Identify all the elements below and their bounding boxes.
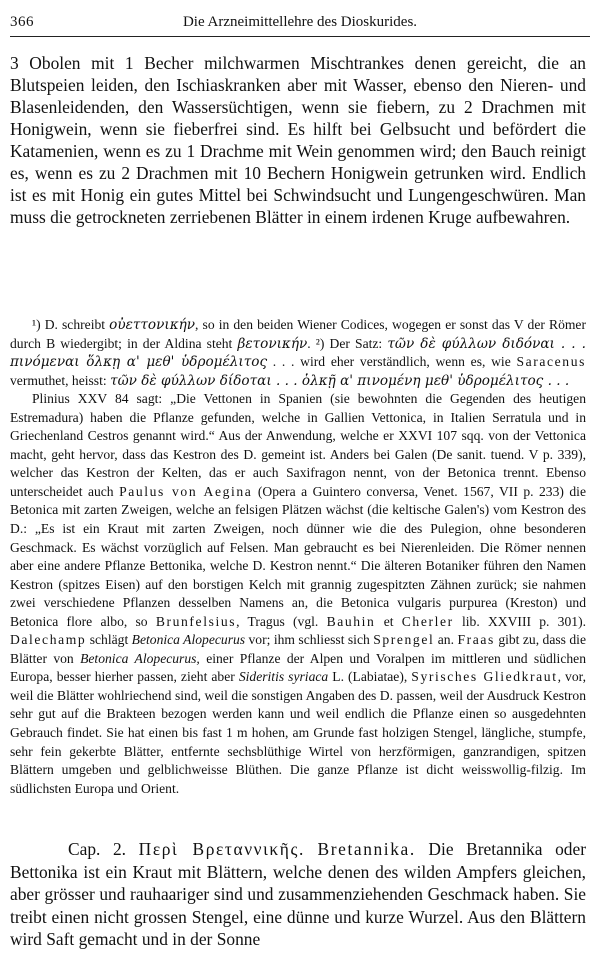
plant-name-3: Sideritis syriaca	[238, 669, 329, 685]
fn1-text-a: ¹) D. schreibt	[32, 317, 110, 332]
fn2-text-9: gibt zu, dass die Blätter von	[10, 632, 586, 666]
footnotes	[10, 316, 586, 798]
running-title: Die Arzneimittellehre des Dioskurides.	[182, 14, 418, 30]
fn2-text-8: an.	[434, 632, 458, 648]
author-dalechamp: Dalechamp	[10, 632, 87, 648]
chapter-2-paragraph	[10, 838, 586, 951]
plant-common-name: Syrisches Gliedkraut	[411, 669, 558, 685]
greek-phrase-1: τῶν δὲ φύλλων διδόναι . . . πινόμεναι ὅλκῃ α' μεθ' ὑδρομέλιτος	[10, 335, 586, 371]
fn2-text-2: (Opera a Guintero conversa, Venet. 1567, VII p. 233) die Betonica mit zarten Zweigen, welche an felsigen Plätzen wächst (die keltische Galen's) vom Kestron des D.: „Es ist ein Kraut mit zarten Zweigen, noch dünner wie die des Pulegion, ohne besonderen Geschmack. Es wächst vorzüglich auf Felsen. Man gebraucht es bei Nierenleiden. Die Römer nennen aber eine andere Pflanze Bettonika, welche D. Kestron nennt.“ Die älteren Botaniker führen den Namen Kestron (spitzes Eisen) auf den borstigen Kelch mit grannig zugespitzten Zähnen zurück; sie nahmen zwei verschiedene Pflanzen desselben Namens an, die Betonica vulgaris purpurea (Kreston) und Betonica flore albo, so	[10, 483, 586, 629]
fn2-text-6: schlägt	[86, 632, 132, 648]
fn1-text-e: vermuthet, heisst:	[10, 372, 111, 388]
author-sprengel: Sprengel	[373, 632, 435, 648]
chapter-text: Die Bretannika oder Bettonika ist ein Kraut mit Blättern, welche denen des wilden Ampfers gleichen, aber grösser und rauhaariger sind und zusammenziehenden Geschmack haben. Sie treibt einen nicht grossen Stengel, eine dünne und kurze Wurzel. Aus den Blättern wird Saft gemacht und in der Sonne	[10, 839, 586, 950]
author-bauhin: Bauhin	[326, 613, 376, 629]
plant-name-1: Betonica Alopecurus	[131, 632, 246, 648]
footnote-2	[10, 390, 586, 798]
fn1-text-c: . ²) Der Satz:	[307, 335, 388, 351]
fn1-text-b: , so in den beiden Wiener Codices, wogegen er sonst das V der Römer durch B wiedergibt; in der Aldina steht	[10, 317, 586, 351]
fn2-text-7: vor; ihm schliesst sich	[245, 632, 374, 648]
author-brunfelsius: Brunfelsius	[155, 613, 237, 629]
chapter-greek-title: Περὶ Βρεταννικῆς.	[138, 839, 305, 859]
fn1-text-d: . . . wird eher verständlich, wenn es, wie	[267, 354, 517, 370]
page-number: 366	[10, 14, 34, 30]
author-cherler: Cherler	[401, 613, 454, 629]
chapter-label: Cap. 2.	[68, 839, 139, 859]
page-header	[10, 14, 590, 37]
greek-word-vettoniken: οὐεττονικήν	[109, 317, 196, 333]
chapter-title: Bretannika.	[317, 839, 416, 859]
fn2-text-12: , vor, weil die Blätter wohlriechend sind, weil die sonstigen Angaben des D. passen, weil der Ausdruck Kestron sehr gut auf die Brakteen bezogen werden kann und weil endlich die Pflanze einen so ausgedehnten Gebrauch findet. Sie hat einen bis fast 1 m hohen, am Grunde fast holzigen Stengel, längliche, stumpfe, sehr fein gekerbte Blätter, entfernte sechsblüthige Wirtel von herzförmigen, ganzrandigen, spitzen Blättern umgeben und gelblichweisse Blüthen. Die ganze Pflanze ist dicht weisswollig-filzig. Im südlichsten Europa und Orient.	[10, 669, 586, 796]
author-fraas: Fraas	[457, 632, 495, 648]
greek-word-betoniken: βετονικήν	[237, 335, 308, 352]
greek-phrase-2: τῶν δὲ φύλλων δίδοται . . . ὁλκῇ α' πινομένη μεθ' ὑδρομέλιτος . . .	[110, 372, 570, 389]
author-saracenus: Saracenus	[516, 354, 586, 370]
fn2-text-10: einer Pflanze der Alpen und Voralpen im mittleren und südlichen Europa, besser hierher passen, zieht aber	[10, 650, 586, 685]
fn2-text-4: et	[375, 613, 402, 629]
footnote-1	[10, 316, 586, 390]
fn2-text-3: , Tragus (vgl.	[236, 613, 327, 629]
main-paragraph: 3 Obolen mit 1 Becher milchwarmen Mischtrankes denen gereicht, die an Blutspeien leiden, den Ischiaskranken aber mit Wasser, ebenso den Nieren- und Blasenleidenden, den Wassersüchtigen, wenn sie fiebern, zu 2 Drachmen mit Honigwein, wenn sie fieberfrei sind. Es hilft bei Gelbsucht und befördert die Katamenien, wenn es zu 1 Drachme mit Wein genommen wird; den Bauch reinigt es, wenn es zu 2 Drachmen mit 10 Bechern Honigwein getrunken wird. Endlich ist es mit Honig ein gutes Mittel bei Schwindsucht und Lungengeschwüren. Man muss die getrockneten zerriebenen Blätter in einem irdenen Kruge aufbewahren.	[10, 53, 586, 227]
fn2-text-11: L. (Labiatae),	[328, 669, 412, 685]
plant-name-2: Betonica Alopecurus,	[80, 650, 200, 666]
fn2-text-5: lib. XXVIII p. 301).	[453, 613, 586, 629]
author-paulus: Paulus von Aegina	[119, 483, 253, 499]
fn2-text-1: Plinius XXV 84 sagt: „Die Vettonen in Spanien (sie bewohnten die Gegenden des heutigen Estremadura) haben die Pflanze gefunden, welche in Gallien Vettonica, in Italien Serratula und in Griechenland Cestros genannt wird.“ Aus der Anwendung, welche er XXVI 107 sqq. von der Vettonica macht, geht hervor, dass das Kestron des D. gemeint ist. Anders bei Galen (De sanit. tuend. V p. 339), welcher das Kestron der Kelten, das er auch Saxifragon nennt, von der Betonica trennt. Ebenso unterscheidet auch	[10, 391, 586, 499]
